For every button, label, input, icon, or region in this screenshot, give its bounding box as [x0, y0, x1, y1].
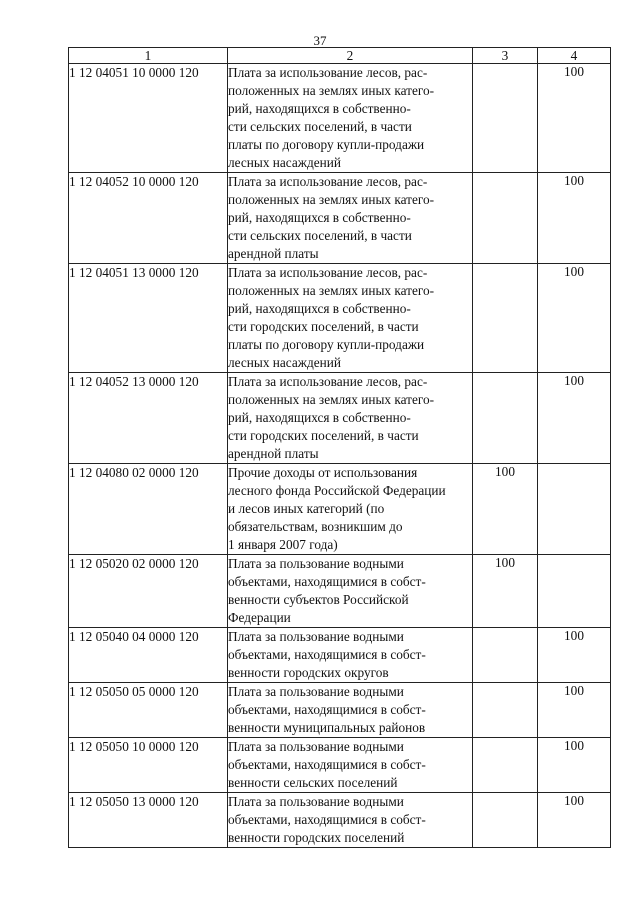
table-row — [69, 264, 611, 373]
normative-value: 100 — [564, 628, 584, 643]
column-3-value — [473, 264, 538, 373]
column-4-value — [538, 264, 611, 373]
description-line: положенных на землях иных катего- — [228, 392, 435, 407]
normative-value: 100 — [564, 373, 584, 388]
column-4-value — [538, 793, 611, 848]
column-header-1: 1 — [69, 48, 228, 64]
description-line: Федерации — [228, 610, 291, 625]
normative-value: 100 — [495, 555, 515, 570]
normative-value: 100 — [564, 64, 584, 79]
column-3-value — [473, 738, 538, 793]
revenue-description — [228, 793, 473, 848]
table-row — [69, 738, 611, 793]
column-3-value — [473, 628, 538, 683]
description-line: рий, находящихся в собственно- — [228, 210, 411, 225]
column-4-value — [538, 464, 611, 555]
budget-classification-code: 1 12 04080 02 0000 120 — [69, 464, 228, 555]
column-3-value — [473, 464, 538, 555]
description-line: положенных на землях иных катего- — [228, 192, 435, 207]
budget-classification-code: 1 12 05050 10 0000 120 — [69, 738, 228, 793]
budget-classification-code: 1 12 04052 10 0000 120 — [69, 173, 228, 264]
column-3-value — [473, 683, 538, 738]
revenue-description — [228, 683, 473, 738]
column-3-value — [473, 173, 538, 264]
description-line: Плата за пользование водными — [228, 684, 404, 699]
revenue-description — [228, 628, 473, 683]
table-row — [69, 683, 611, 738]
description-line: 1 января 2007 года) — [228, 537, 338, 552]
revenue-description — [228, 264, 473, 373]
revenue-description — [228, 738, 473, 793]
description-line: объектами, находящимися в собст- — [228, 574, 426, 589]
budget-classification-code: 1 12 04051 13 0000 120 — [69, 264, 228, 373]
column-number-row — [69, 48, 611, 64]
revenue-description — [228, 373, 473, 464]
description-line: Плата за использование лесов, рас- — [228, 265, 428, 280]
description-line: Плата за пользование водными — [228, 739, 404, 754]
description-line: Плата за пользование водными — [228, 794, 404, 809]
description-line: венности муниципальных районов — [228, 720, 426, 735]
description-line: лесных насаждений — [228, 355, 341, 370]
description-line: венности городских округов — [228, 665, 389, 680]
budget-classification-code: 1 12 04051 10 0000 120 — [69, 64, 228, 173]
description-line: и лесов иных категорий (по — [228, 501, 385, 516]
table-row — [69, 555, 611, 628]
column-3-value — [473, 793, 538, 848]
description-line: платы по договору купли-продажи — [228, 137, 425, 152]
column-4-value — [538, 173, 611, 264]
description-line: Плата за пользование водными — [228, 629, 404, 644]
description-line: венности сельских поселений — [228, 775, 398, 790]
column-3-value — [473, 555, 538, 628]
description-line: положенных на землях иных катего- — [228, 283, 435, 298]
normative-value: 100 — [564, 683, 584, 698]
normative-value: 100 — [564, 793, 584, 808]
description-line: объектами, находящимися в собст- — [228, 647, 426, 662]
revenue-description — [228, 64, 473, 173]
description-line: арендной платы — [228, 246, 319, 261]
column-4-value — [538, 683, 611, 738]
description-line: платы по договору купли-продажи — [228, 337, 425, 352]
normative-value: 100 — [495, 464, 515, 479]
description-line: венности субъектов Российской — [228, 592, 409, 607]
budget-classification-code: 1 12 04052 13 0000 120 — [69, 373, 228, 464]
table-row — [69, 628, 611, 683]
description-line: лесного фонда Российской Федерации — [228, 483, 446, 498]
description-line: объектами, находящимися в собст- — [228, 702, 426, 717]
budget-classification-code: 1 12 05050 05 0000 120 — [69, 683, 228, 738]
table-row — [69, 793, 611, 848]
description-line: объектами, находящимися в собст- — [228, 757, 426, 772]
budget-classification-code: 1 12 05040 04 0000 120 — [69, 628, 228, 683]
description-line: арендной платы — [228, 446, 319, 461]
description-line: Прочие доходы от использования — [228, 465, 418, 480]
normative-value: 100 — [564, 738, 584, 753]
description-line: рий, находящихся в собственно- — [228, 301, 411, 316]
column-header-2: 2 — [228, 48, 473, 64]
normative-value: 100 — [564, 264, 584, 279]
description-line: сти сельских поселений, в части — [228, 119, 412, 134]
description-line: венности городских поселений — [228, 830, 405, 845]
column-4-value — [538, 738, 611, 793]
revenue-description — [228, 173, 473, 264]
description-line: Плата за пользование водными — [228, 556, 404, 571]
revenue-description — [228, 464, 473, 555]
budget-classification-code: 1 12 05020 02 0000 120 — [69, 555, 228, 628]
column-4-value — [538, 628, 611, 683]
page-number: 37 — [313, 33, 327, 48]
table-row — [69, 64, 611, 173]
description-line: рий, находящихся в собственно- — [228, 101, 411, 116]
description-line: сти городских поселений, в части — [228, 319, 419, 334]
description-line: Плата за использование лесов, рас- — [228, 374, 428, 389]
normative-value: 100 — [564, 173, 584, 188]
column-3-value — [473, 373, 538, 464]
column-header-3: 3 — [473, 48, 538, 64]
table-row — [69, 373, 611, 464]
table-row — [69, 464, 611, 555]
description-line: лесных насаждений — [228, 155, 341, 170]
description-line: рий, находящихся в собственно- — [228, 410, 411, 425]
column-header-4: 4 — [538, 48, 611, 64]
revenue-description — [228, 555, 473, 628]
column-4-value — [538, 555, 611, 628]
column-4-value — [538, 373, 611, 464]
table-row — [69, 173, 611, 264]
budget-classification-code: 1 12 05050 13 0000 120 — [69, 793, 228, 848]
description-line: сти городских поселений, в части — [228, 428, 419, 443]
description-line: объектами, находящимися в собст- — [228, 812, 426, 827]
description-line: обязательствам, возникшим до — [228, 519, 403, 534]
column-4-value — [538, 64, 611, 173]
description-line: положенных на землях иных катего- — [228, 83, 435, 98]
description-line: сти сельских поселений, в части — [228, 228, 412, 243]
description-line: Плата за использование лесов, рас- — [228, 65, 428, 80]
revenue-table — [68, 47, 611, 848]
column-3-value — [473, 64, 538, 173]
description-line: Плата за использование лесов, рас- — [228, 174, 428, 189]
